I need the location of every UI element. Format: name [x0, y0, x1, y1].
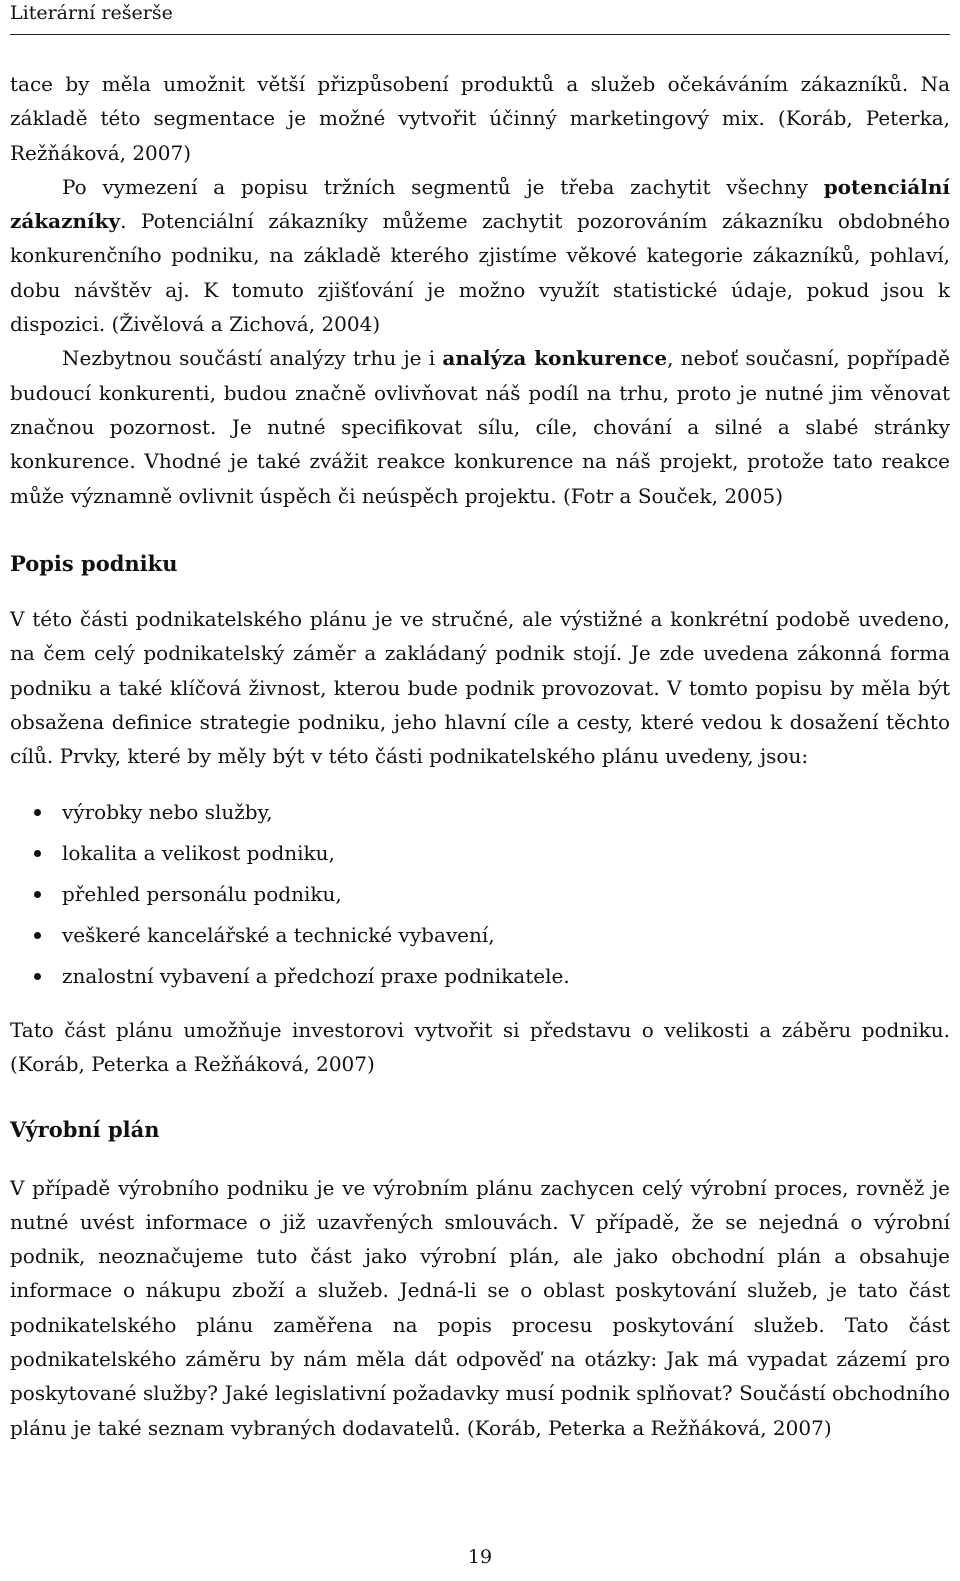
page-number: 19: [467, 1546, 493, 1568]
paragraph-competition: [10, 341, 950, 512]
list-item: lokalita a velikost podniku,: [10, 833, 950, 874]
paragraph-popis-outro: Tato část plánu umožňuje investorovi vytvořit si představu o velikosti a záběru podniku. (Koráb, Peterka a Režňáková, 2007): [10, 1017, 950, 1076]
paragraph-popis-intro: V této části podnikatelského plánu je ve stručné, ale výstižné a konkrétní podobě uvedeno, na čem celý podnikatelský záměr a zakládaný podnik stojí. Je zde uvedena zákonná forma podniku a také klíčová živnost, kterou bude podnik provozovat. V tomto popisu by měla být obsažena definice strategie podniku, jeho hlavní cíle a cesty, které vedou k dosažení těchto cílů. Prvky, které by měly být v této části podnikatelského plánu uvedeny, jsou:: [10, 607, 950, 769]
text-run: Po vymezení a popisu tržních segmentů je třeba zachytit všechny: [62, 174, 824, 199]
heading-popis-podniku: Popis podniku: [10, 550, 178, 576]
text-run: . Potenciální zákazníky můžeme zachytit pozorováním zákazníku obdobného konkurenčního podniku, na základě kterého zjistíme věkové kategorie zákazníků, pohlaví, dobu návštěv aj. K tomuto zjišťování je možno využít statistické údaje, pokud jsou k dispozici. (Živělová a Zichová, 2004): [10, 209, 950, 337]
bold-term-competition-analysis: analýza konkurence: [442, 346, 668, 371]
bold-term-potential-customers: potenciální zákazníky: [10, 174, 950, 234]
text-run: Nezbytnou součástí analýzy trhu je i: [62, 346, 443, 371]
running-header: [10, 0, 950, 35]
list-item: přehled personálu podniku,: [10, 874, 950, 915]
paragraph-continuation: tace by měla umožnit větší přizpůsobení produktů a služeb očekáváním zákazníků. Na základě této segmentace je možné vytvořit účinný marketingový mix. (Koráb, Peterka, Režňáková, 2007): [10, 72, 950, 165]
list-item: znalostní vybavení a předchozí praxe podnikatele.: [10, 956, 950, 997]
paragraph-vyrobni-body: V případě výrobního podniku je ve výrobním plánu zachycen celý výrobní proces, rovněž je nutné uvést informace o již uzavřených smlouvách. V případě, že se nejedná o výrobní podnik, neoznačujeme tuto část jako výrobní plán, ale jako obchodní plán a obsahuje informace o nákupu zboží a služeb. Jedná-li se o oblast poskytování služeb, je tato část podnikatelského plánu zaměřena na popis procesu poskytování služeb. Tato část podnikatelského záměru by nám měla dát odpověď na otázky: Jak má vypadat zázemí pro poskytované služby? Jaké legislativní požadavky musí podnik splňovat? Součástí obchodního plánu je také seznam vybraných dodavatelů. (Koráb, Peterka a Režňáková, 2007): [10, 1175, 950, 1440]
header-title: Literární rešerše: [10, 2, 173, 24]
text-run: , neboť současní, popřípadě budoucí konkurenti, budou značně ovlivňovat náš podíl na trhu, proto je nutné jim věnovat značnou pozornost. Je nutné specifikovat sílu, cíle, chování a silné a slabé stránky konkurence. Vhodné je také zvážit reakce konkurence na náš projekt, protože tato reakce může významně ovlivnit úspěch či neúspěch projektu. (Fotr a Souček, 2005): [10, 346, 950, 508]
bullet-list: [10, 792, 950, 997]
list-item: veškeré kancelářské a technické vybavení,: [10, 915, 950, 956]
list-item: výrobky nebo služby,: [10, 792, 950, 833]
page-body: [10, 67, 950, 1445]
heading-vyrobni-plan: Výrobní plán: [10, 1117, 160, 1143]
paragraph-potential-customers: [10, 170, 950, 341]
